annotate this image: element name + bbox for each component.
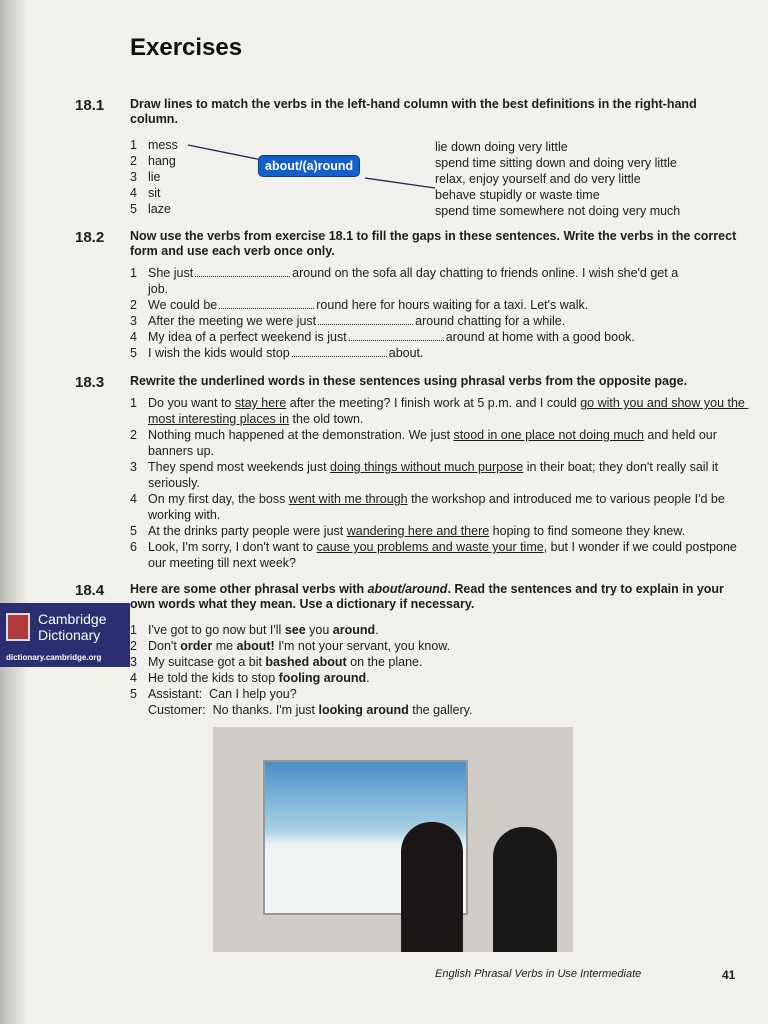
text-segment: and held our banners up. xyxy=(148,428,721,458)
text-segment: I've got to go now but I'll xyxy=(148,623,285,637)
sentence-item xyxy=(130,491,745,523)
verb: mess xyxy=(148,138,178,152)
sentence xyxy=(148,427,745,459)
sentence-item xyxy=(130,265,685,297)
sentence-list xyxy=(130,395,749,571)
sentence-item xyxy=(130,622,745,638)
sentence xyxy=(148,491,745,523)
sentence-item xyxy=(130,329,685,345)
text-segment: At the drinks party people were just xyxy=(148,524,347,538)
text-segment: around xyxy=(332,623,376,637)
sentence xyxy=(148,345,424,361)
text-segment: . Read the sentences and try to explain in your own words what they mean. Use a dictionary if necessary. xyxy=(130,582,728,611)
sentence-item xyxy=(130,313,685,329)
sentence-text: around chatting for a while. xyxy=(415,314,566,328)
sentence-item xyxy=(130,686,745,718)
text-segment: wandering here and there xyxy=(346,524,490,538)
verb: laze xyxy=(148,202,171,216)
text-segment: Nothing much happened at the demonstration. We just xyxy=(148,428,454,442)
sentence-text: She just xyxy=(148,266,194,280)
text-segment: went with me through xyxy=(288,492,408,506)
page-number: 41 xyxy=(722,968,736,982)
item-number: 5 xyxy=(130,202,137,216)
sentence-item xyxy=(130,523,745,539)
definition: behave stupidly or waste time xyxy=(435,188,600,202)
gap-blank[interactable] xyxy=(292,347,387,357)
gallery-photo xyxy=(213,727,573,952)
gap-blank[interactable] xyxy=(219,299,314,309)
sentence-item xyxy=(130,654,745,670)
sentence xyxy=(148,670,370,686)
sentence xyxy=(148,329,635,345)
text-segment: Assistant: Can I help you? xyxy=(148,687,297,701)
text-segment: bashed about xyxy=(265,655,347,669)
item-number: 4 xyxy=(130,492,137,506)
text-segment: . xyxy=(366,671,370,685)
sentence-text: We could be xyxy=(148,298,218,312)
sentence xyxy=(148,539,745,571)
exercise-18-3 xyxy=(75,374,749,571)
sentence xyxy=(148,638,450,654)
definition: relax, enjoy yourself and do very little xyxy=(435,172,641,186)
logo-url: dictionary.cambridge.org xyxy=(6,653,102,662)
text-segment: about/around xyxy=(367,582,448,596)
sentence-list xyxy=(130,622,745,718)
text-segment: in their boat; they don't really sail it seriously. xyxy=(148,460,722,490)
exercise-number: 18.3 xyxy=(75,374,105,391)
logo-text: Cambridge xyxy=(38,611,107,627)
text-segment: the workshop and introduced me to various people I'd be working with. xyxy=(148,492,729,522)
text-segment: on the plane. xyxy=(346,655,423,669)
logo-text: Dictionary xyxy=(38,627,101,643)
match-line xyxy=(188,145,262,160)
text-segment: I'm not your servant, you know. xyxy=(274,639,451,653)
text-segment: On my first day, the boss xyxy=(148,492,289,506)
text-segment: fooling around xyxy=(278,671,367,685)
sentence xyxy=(148,523,685,539)
gap-blank[interactable] xyxy=(195,267,290,277)
sentence-text: My idea of a perfect weekend is just xyxy=(148,330,347,344)
cambridge-dictionary-logo xyxy=(0,603,130,667)
text-segment: Don't xyxy=(148,639,181,653)
text-segment: hoping to find someone they knew. xyxy=(489,524,686,538)
sentence-text: around at home with a good book. xyxy=(445,330,635,344)
sentence xyxy=(148,654,422,670)
sentence-item xyxy=(130,427,745,459)
item-number: 3 xyxy=(130,460,137,474)
sentence xyxy=(148,622,379,638)
item-number: 3 xyxy=(130,314,137,328)
exercise-18-2 xyxy=(75,229,745,361)
item-number: 1 xyxy=(130,138,137,152)
text-segment: He told the kids to stop xyxy=(148,671,279,685)
sentence-text: round here for hours waiting for a taxi. Let's walk. xyxy=(316,298,589,312)
sentence-item xyxy=(130,539,745,571)
text-segment: me xyxy=(212,639,237,653)
text-segment: Here are some other phrasal verbs with xyxy=(130,582,368,596)
sentence-item xyxy=(130,345,685,361)
definition: spend time sitting down and doing very little xyxy=(435,156,677,170)
item-number: 1 xyxy=(130,396,137,410)
sentence xyxy=(148,313,565,329)
sentence xyxy=(148,459,745,491)
item-number: 4 xyxy=(130,671,137,685)
exercise-number: 18.2 xyxy=(75,229,105,246)
text-segment: Customer: No thanks. I'm just xyxy=(148,703,316,717)
text-segment: My suitcase got a bit xyxy=(148,655,266,669)
page-title: Exercises xyxy=(130,34,243,61)
text-segment: you xyxy=(305,623,333,637)
sentence-item xyxy=(130,297,685,313)
match-line xyxy=(365,178,435,188)
about-around-badge: about/(a)round xyxy=(258,155,360,177)
sentence-list xyxy=(130,265,685,361)
item-number: 4 xyxy=(130,186,137,200)
item-number: 5 xyxy=(130,687,137,701)
person xyxy=(401,822,463,952)
exercise-number: 18.4 xyxy=(75,582,105,599)
text-segment: see xyxy=(284,623,306,637)
gap-blank[interactable] xyxy=(318,315,413,325)
text-segment: the old town. xyxy=(289,412,364,426)
sentence xyxy=(148,265,685,297)
sentence-text: about. xyxy=(388,346,424,360)
verb: sit xyxy=(148,186,161,200)
text-segment: cause you problems and waste your time xyxy=(316,540,544,554)
text-segment: Look, I'm sorry, I don't want to xyxy=(148,540,317,554)
text-segment: looking around xyxy=(318,703,409,717)
sentence-text: around on the sofa all day chatting to friends online. I wish she'd get a job. xyxy=(148,266,679,296)
person xyxy=(493,827,557,952)
book-title: English Phrasal Verbs in Use Intermediate xyxy=(435,968,642,980)
text-segment: go with you and show you the most interesting places in xyxy=(148,396,749,426)
item-number: 1 xyxy=(130,266,137,280)
text-segment: Do you want to xyxy=(148,396,235,410)
sentence-item xyxy=(130,459,745,491)
exercise-instruction xyxy=(130,582,745,612)
exercise-18-4 xyxy=(75,582,745,718)
text-segment: order xyxy=(180,639,213,653)
sentence-text: After the meeting we were just xyxy=(148,314,317,328)
text-segment: , but I wonder if we could postpone our meeting till next week? xyxy=(148,540,741,570)
text-segment: stood in one place not doing much xyxy=(453,428,644,442)
text-segment: doing things without much purpose xyxy=(330,460,524,474)
item-number: 2 xyxy=(130,428,137,442)
item-number: 5 xyxy=(130,346,137,360)
text-segment: after the meeting? I finish work at 5 p.m. and I could xyxy=(286,396,581,410)
sentence-item xyxy=(130,638,745,654)
item-number: 1 xyxy=(130,623,137,637)
exercise-instruction: Now use the verbs from exercise 18.1 to fill the gaps in these sentences. Write the verbs in the correct form and use each verb once only. xyxy=(130,229,737,258)
verb: hang xyxy=(148,154,176,168)
exercise-instruction: Draw lines to match the verbs in the left-hand column with the best definitions in the right-hand column. xyxy=(130,97,697,126)
item-number: 3 xyxy=(130,655,137,669)
item-number: 4 xyxy=(130,330,137,344)
sentence-item xyxy=(130,395,749,427)
crest-icon xyxy=(6,613,30,641)
text-segment: . xyxy=(375,623,379,637)
exercise-instruction: Rewrite the underlined words in these sentences using phrasal verbs from the opposite page. xyxy=(130,374,688,388)
sentence-item xyxy=(130,670,745,686)
definition: lie down doing very little xyxy=(435,140,568,154)
verb: lie xyxy=(148,170,161,184)
item-number: 5 xyxy=(130,524,137,538)
text-segment: the gallery. xyxy=(408,703,473,717)
gap-blank[interactable] xyxy=(349,331,444,341)
item-number: 2 xyxy=(130,154,137,168)
item-number: 2 xyxy=(130,298,137,312)
sentence xyxy=(148,686,472,718)
sentence xyxy=(148,297,588,313)
item-number: 6 xyxy=(130,540,137,554)
exercise-number: 18.1 xyxy=(75,97,105,114)
item-number: 2 xyxy=(130,639,137,653)
definition: spend time somewhere not doing very much xyxy=(435,204,681,218)
text-segment: stay here xyxy=(234,396,287,410)
text-segment: They spend most weekends just xyxy=(148,460,331,474)
sentence-text: I wish the kids would stop xyxy=(148,346,290,360)
text-segment: about! xyxy=(236,639,275,653)
sentence xyxy=(148,395,749,427)
item-number: 3 xyxy=(130,170,137,184)
